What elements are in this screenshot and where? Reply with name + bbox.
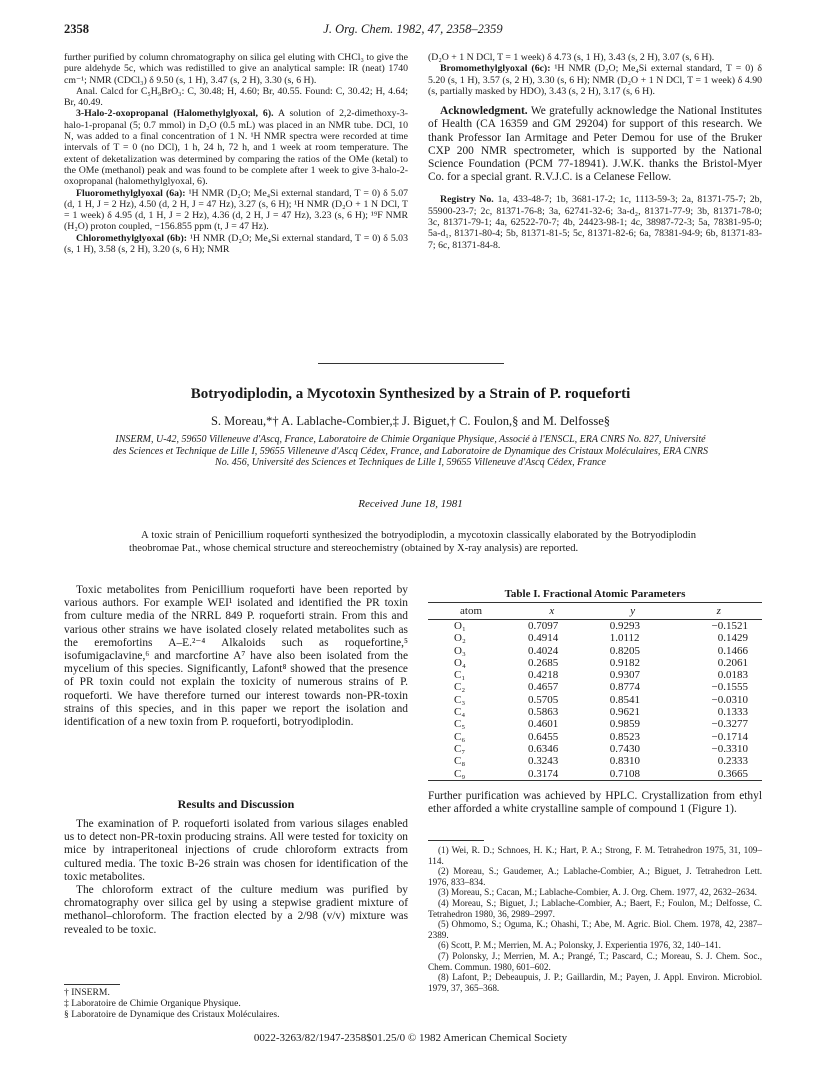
table-cell-z: 0.1466: [717, 644, 748, 657]
table-cell-x: 0.3174: [514, 768, 590, 781]
table-row: [428, 657, 762, 669]
footnote: § Laboratoire de Dynamique des Cristaux Moléculaires.: [64, 1009, 280, 1020]
reference-item: (2) Moreau, S.; Gaudemer, A.; Lablache-Combier, A.; Biguet, J. Tetrahedron Lett. 1976, 833–834.: [428, 866, 762, 887]
prev-article-right-column: [428, 52, 762, 251]
paragraph-heading: 3-Halo-2-oxopropanal (Halomethylglyoxal, 6).: [76, 108, 274, 120]
paragraph-heading: Chloromethylglyoxal (6b):: [76, 232, 188, 244]
table-cell-atom: O₄: [454, 656, 466, 669]
table-cell-z: −0.3277: [711, 718, 748, 731]
table-cell-y: 0.9621: [609, 706, 640, 719]
table-cell-atom: C₉: [428, 768, 514, 781]
reference-item: (6) Scott, P. M.; Merrien, M. A.; Polonsky, J. Experientia 1976, 32, 140–141.: [438, 940, 721, 951]
section-heading: Results and Discussion: [177, 797, 295, 811]
article-affiliations: INSERM, U-42, 59650 Villeneuve d'Ascq, France, Laboratoire de Chimie Organique Physique, Associé à l'ENSCL, ERA CNRS No. 827, Université des Sciences et Technique de Lille I, 59655 Villeneuve d'Ascq Cédex, France, and Laboratoire de Dynamique des Cristaux Moléculaires, ERA CNRS No. 456, Université des Sciences et Techniques de Lille I, 59655 Villeneuve d'Ascq Cédex, France: [113, 434, 708, 469]
body-paragraph: Further purification was achieved by HPLC. Crystallization from ethyl ether afforded a white crystalline sample of compound 1 (Figure 1).: [428, 790, 762, 816]
table-cell-x: 0.5863: [528, 706, 559, 719]
table-cell-z: 0.2061: [717, 656, 748, 669]
table-cell-y: 0.9859: [609, 718, 640, 731]
table-cell-atom: O₂: [454, 632, 466, 645]
table-title: Fractional Atomic Parameters: [543, 588, 686, 600]
reference-item: (8) Lafont, P.; Debeaupuis, J. P.; Gaillardin, M.; Payen, J. Appl. Environ. Microbiol. 1979, 37, 365–368.: [428, 972, 762, 993]
body-right-column: [428, 790, 762, 816]
page-number: 2358: [64, 22, 89, 36]
table-cell-y: 0.9182: [609, 656, 640, 669]
paragraph-text: ¹H NMR (D₂O; Me₄Si external standard, T = 0) δ 5.07 (d, 1 H, J = 2 Hz), 4.50 (d, 2 H, J = 47 Hz), 3.27 (s, 6 H); ¹H NMR (D₂O + 1 N DCl, T = 1 week) δ 4.95 (d, 1 H, J = 2 Hz), 4.36 (d, 2 H, J = 47 Hz), 3.23 (s, 6 H); ¹⁹F NMR (H₂O) proton coupled, −156.855 ppm (t, J = 47 Hz).: [64, 187, 408, 233]
prev-paragraph: [64, 233, 408, 256]
page-footer: 0022-3263/82/1947-2358$01.25/0 © 1982 American Chemical Society: [253, 1032, 568, 1044]
reference-list: [428, 845, 762, 993]
body-left-column: [64, 584, 408, 729]
table-cell-atom: O₃: [454, 644, 466, 657]
footnote: ‡ Laboratoire de Chimie Organique Physique.: [64, 998, 241, 1009]
table-cell-y: 0.8541: [609, 693, 640, 706]
column-header: y: [590, 603, 676, 620]
article-authors: S. Moreau,*† A. Lablache-Combier,‡ J. Biguet,† C. Foulon,§ and M. Delfosse§: [210, 414, 611, 428]
table-cell-atom: C₇: [454, 742, 466, 755]
table-cell-y: 0.7108: [590, 768, 676, 781]
table-cell-atom: C₁: [454, 669, 466, 682]
table-cell-y: 0.8523: [609, 730, 640, 743]
table-cell-y: 0.8774: [609, 681, 640, 694]
reference-item: (4) Moreau, S.; Biguet, J.; Lablache-Combier, A.; Baert, F.; Foulon, M.; Delfosse, C. Tetrahedron 1980, 36, 2989–2997.: [428, 897, 762, 919]
table-row: [428, 669, 762, 681]
table-cell-atom: C₃: [454, 693, 466, 706]
table-caption: [428, 588, 762, 600]
table-cell-y: 1.0112: [609, 632, 640, 645]
registry-text: 1a, 433-48-7; 1b, 3681-17-2; 1c, 1113-59-3; 2a, 81371-75-7; 2b, 55900-23-7; 2c, 81371-76-8; 3a, 62741-32-6; 3a-d₂, 81371-77-9; 3b, 81371-78-0; 3c, 81371-79-1; 4a, 62522-70-7; 4b, 24423-98-1; 4c, 38987-72-3; 5a, 78381-95-0; 5a-d₁, 81371-80-4; 5b, 81371-81-5; 5c, 81371-82-6; 6a, 78381-94-9; 6b, 81371-83-7; 6c, 81371-84-8.: [428, 194, 762, 251]
column-header: z: [676, 603, 762, 620]
prev-paragraph: Anal. Calcd for C₅H₉BrO₃: C, 30.48; H, 4.60; Br, 40.55. Found: C, 30.42; H, 4.64; Br, 40.49.: [64, 85, 408, 109]
journal-reference: J. Org. Chem. 1982, 47, 2358–2359: [323, 22, 503, 36]
intro-paragraph: Toxic metabolites from Penicillium roqueforti have been reported by various authors. For example WEI¹ isolated and identified the PR toxin from culture media of the NRRL 849 P. roqueforti strain. From this and various other strains we have isolated closely related metabolites such as the eremofortins A–E.²⁻⁴ Alkaloids such as roquefortine,⁵ isofumigaclavine,⁶ and marcfortine A⁷ have also been isolated from the mycelium of this species. Significantly, Lafont⁸ showed that the presence of PR toxin could not explain the toxicity of numerous strains of P. roqueforti. We have therefore turned our interest towards non-PR-toxin strains of this species, and in this paper we report the isolation and identification of a new toxin from P. roqueforti, botryodiplodin.: [64, 584, 408, 729]
table-row: [428, 768, 762, 781]
article-divider: [318, 363, 504, 364]
table-cell-x: 0.3243: [528, 755, 559, 768]
footnote: † INSERM.: [64, 987, 110, 998]
table-cell-z: 0.3665: [676, 768, 762, 781]
table-cell-atom: O₁: [454, 620, 466, 632]
prev-paragraph: (D₂O + 1 N DCl, T = 1 week) δ 4.73 (s, 1 H), 3.43 (s, 2 H), 3.07 (s, 6 H).: [428, 52, 715, 63]
article-title: Botryodiplodin, a Mycotoxin Synthesized by a Strain of P. roqueforti: [190, 386, 631, 402]
prev-paragraph: [64, 108, 408, 187]
table-cell-x: 0.4657: [528, 681, 559, 694]
paragraph-text: ¹H NMR (D₂O; Me₄Si external standard, T = 0) δ 5.20 (s, 1 H), 3.57 (s, 2 H), 3.30 (s, 6 H); NMR (D₂O + 1 N DCl, T = 1 week) δ 4.90 (s, partially masked by HDO), 3.43 (s, 2 H), 3.17 (s, 6 H).: [428, 63, 762, 97]
table-cell-y: 0.8205: [609, 644, 640, 657]
prev-paragraph: [64, 188, 408, 233]
column-header: x: [514, 603, 590, 620]
prev-paragraph: [428, 63, 762, 97]
references-rule: [428, 840, 484, 841]
table-cell-y: 0.8310: [609, 755, 640, 768]
table-cell-z: −0.1521: [711, 620, 748, 632]
table-cell-x: 0.5705: [528, 693, 559, 706]
table-cell-z: −0.1714: [711, 730, 748, 743]
table-cell-y: 0.9307: [609, 669, 640, 682]
table-row: [428, 694, 762, 706]
table-cell-x: 0.6346: [528, 742, 559, 755]
table-row: [428, 755, 762, 767]
table-cell-y: 0.9293: [609, 620, 640, 632]
reference-item: (3) Moreau, S.; Cacan, M.; Lablache-Combier, A. J. Org. Chem. 1977, 42, 2632–2634.: [438, 887, 757, 898]
results-paragraph: The chloroform extract of the culture medium was purified by chromatography over silica gel by using a stepwise gradient mixture of methanol–chloroform. The fraction elected by a 2/98 (v/v) mixture was revealed to be toxic.: [64, 884, 408, 936]
registry-heading: Registry No.: [440, 194, 494, 206]
reference-item: (7) Polonsky, J.; Merrien, M. A.; Prangé, T.; Pascard, C.; Moreau, S. J. Chem. Soc., Chem. Commun. 1980, 601–602.: [428, 950, 762, 972]
table-cell-x: 0.2685: [528, 656, 559, 669]
reference-item: (1) Wei, R. D.; Schnoes, H. K.; Hart, P. A.; Strong, F. M. Tetrahedron 1975, 31, 109–114.: [428, 845, 762, 866]
acknowledgment-text: We gratefully acknowledge the National Institutes of Health (CA 16359 and GM 29204) for support of this research. We thank Professor Ian Armitage and Peter Demou for use of the Bruker CXP 200 NMR spectrometer, which is supported by the National Science Foundation (PCM 77-18941). J.W.K. thanks the Bristol-Myer Co. for a special grant. R.V.J.C. is a Celanese Fellow.: [428, 105, 762, 184]
table-cell-z: −0.3310: [711, 742, 748, 755]
paragraph-text: ¹H NMR (D₂O; Me₄Si external standard, T = 0) δ 5.03 (s, 1 H), 3.58 (s, 2 H), 3.20 (s, 6 H); NMR: [64, 232, 408, 256]
references: [428, 840, 762, 993]
acknowledgment: [428, 105, 762, 184]
running-header: [64, 22, 762, 40]
registry-numbers: [428, 194, 762, 250]
table-cell-y: 0.7430: [609, 742, 640, 755]
table-row: [428, 681, 762, 693]
table-cell-z: 0.0183: [717, 669, 748, 682]
abstract: [129, 530, 696, 555]
table-cell-z: 0.2333: [717, 755, 748, 768]
table-cell-x: 0.6455: [528, 730, 559, 743]
paragraph-heading: Fluoromethylglyoxal (6a):: [76, 187, 186, 199]
table-cell-x: 0.4218: [528, 669, 559, 682]
author-footnotes: [64, 984, 408, 1020]
paragraph-text: A solution of 2,2-dimethoxy-3-halo-1-propanal (5; 0.7 mmol) in D₂O (0.5 mL) was placed in an NMR tube. DCl, 10 N, was added to a final concentration of 1 N. ¹H NMR spectra were recorded at time intervals of T = 0 (no DCl), 1 h, 24 h, 72 h, and 1 week at room temperature. The extent of deketalization was determined by comparing the ratios of the OMe (ketal) to the OMe (methanol) peak and was found to be complete after 1 week to give 3-halo-2-oxopropanal (halomethylglyoxal, 6).: [64, 108, 408, 188]
prev-paragraph: further purified by column chromatography on silica gel eluting with CHCl₃ to give the pure aldehyde 5c, which was redistilled to give an analytical sample: IR (neat) 1740 cm⁻¹; NMR (CDCl₃) δ 9.50 (s, 1 H), 3.47 (s, 2 H), 3.30 (s, 6 H).: [64, 52, 408, 86]
table-row: [428, 718, 762, 730]
column-header: atom: [428, 603, 514, 620]
table-cell-z: −0.1555: [711, 681, 748, 694]
table-cell-x: 0.7097: [528, 620, 559, 632]
results-text: [64, 818, 408, 937]
table-cell-z: 0.1429: [717, 632, 748, 645]
table-cell-x: 0.4024: [528, 644, 559, 657]
table-label: Table I.: [504, 588, 541, 600]
table-row: [428, 706, 762, 718]
reference-item: (5) Ohmomo, S.; Oguma, K.; Ohashi, T.; Abe, M. Agric. Biol. Chem. 1978, 42, 2387–2389.: [428, 919, 762, 940]
table-cell-z: −0.0310: [711, 693, 748, 706]
table-cell-atom: C₈: [454, 755, 466, 768]
table-cell-x: 0.4601: [528, 718, 559, 731]
table-cell-x: 0.4914: [528, 632, 559, 645]
table-cell-atom: C₂: [454, 681, 466, 694]
table-cell-atom: C₆: [454, 730, 466, 743]
table-body: [428, 620, 762, 781]
prev-article-left-column: [64, 52, 408, 255]
table-row: [428, 620, 762, 633]
table-cell-atom: C₅: [454, 718, 466, 731]
table-cell-atom: C₄: [454, 706, 466, 719]
footnote-rule: [64, 984, 120, 985]
paragraph-heading: Bromomethylglyoxal (6c):: [440, 63, 551, 75]
table-row: [428, 645, 762, 657]
table-row: [428, 731, 762, 743]
table-cell-z: 0.1333: [717, 706, 748, 719]
table-row: [428, 632, 762, 644]
acknowledgment-heading: Acknowledgment.: [440, 105, 528, 118]
table-row: [428, 743, 762, 755]
atomic-parameters-table: [428, 602, 762, 781]
received-date: Received June 18, 1981: [358, 498, 463, 510]
results-paragraph: The examination of P. roqueforti isolated from various silages enabled us to detect non-PR-toxin producing strains. All were tested for toxicity on mice by intraperitoneal injections of crude chloroform extracts from cultured media. The toxic B-26 strain was chosen for identification of the toxic metabolites.: [64, 818, 408, 883]
table-header-row: [428, 603, 762, 620]
abstract-text: A toxic strain of Penicillium roqueforti synthesized the botryodiplodin, a mycotoxin classically elaborated by the Botryodiplodin theobromae Pat., whose chemical structure and stereochemistry (obtained by X-ray analysis) are reported.: [129, 530, 696, 554]
